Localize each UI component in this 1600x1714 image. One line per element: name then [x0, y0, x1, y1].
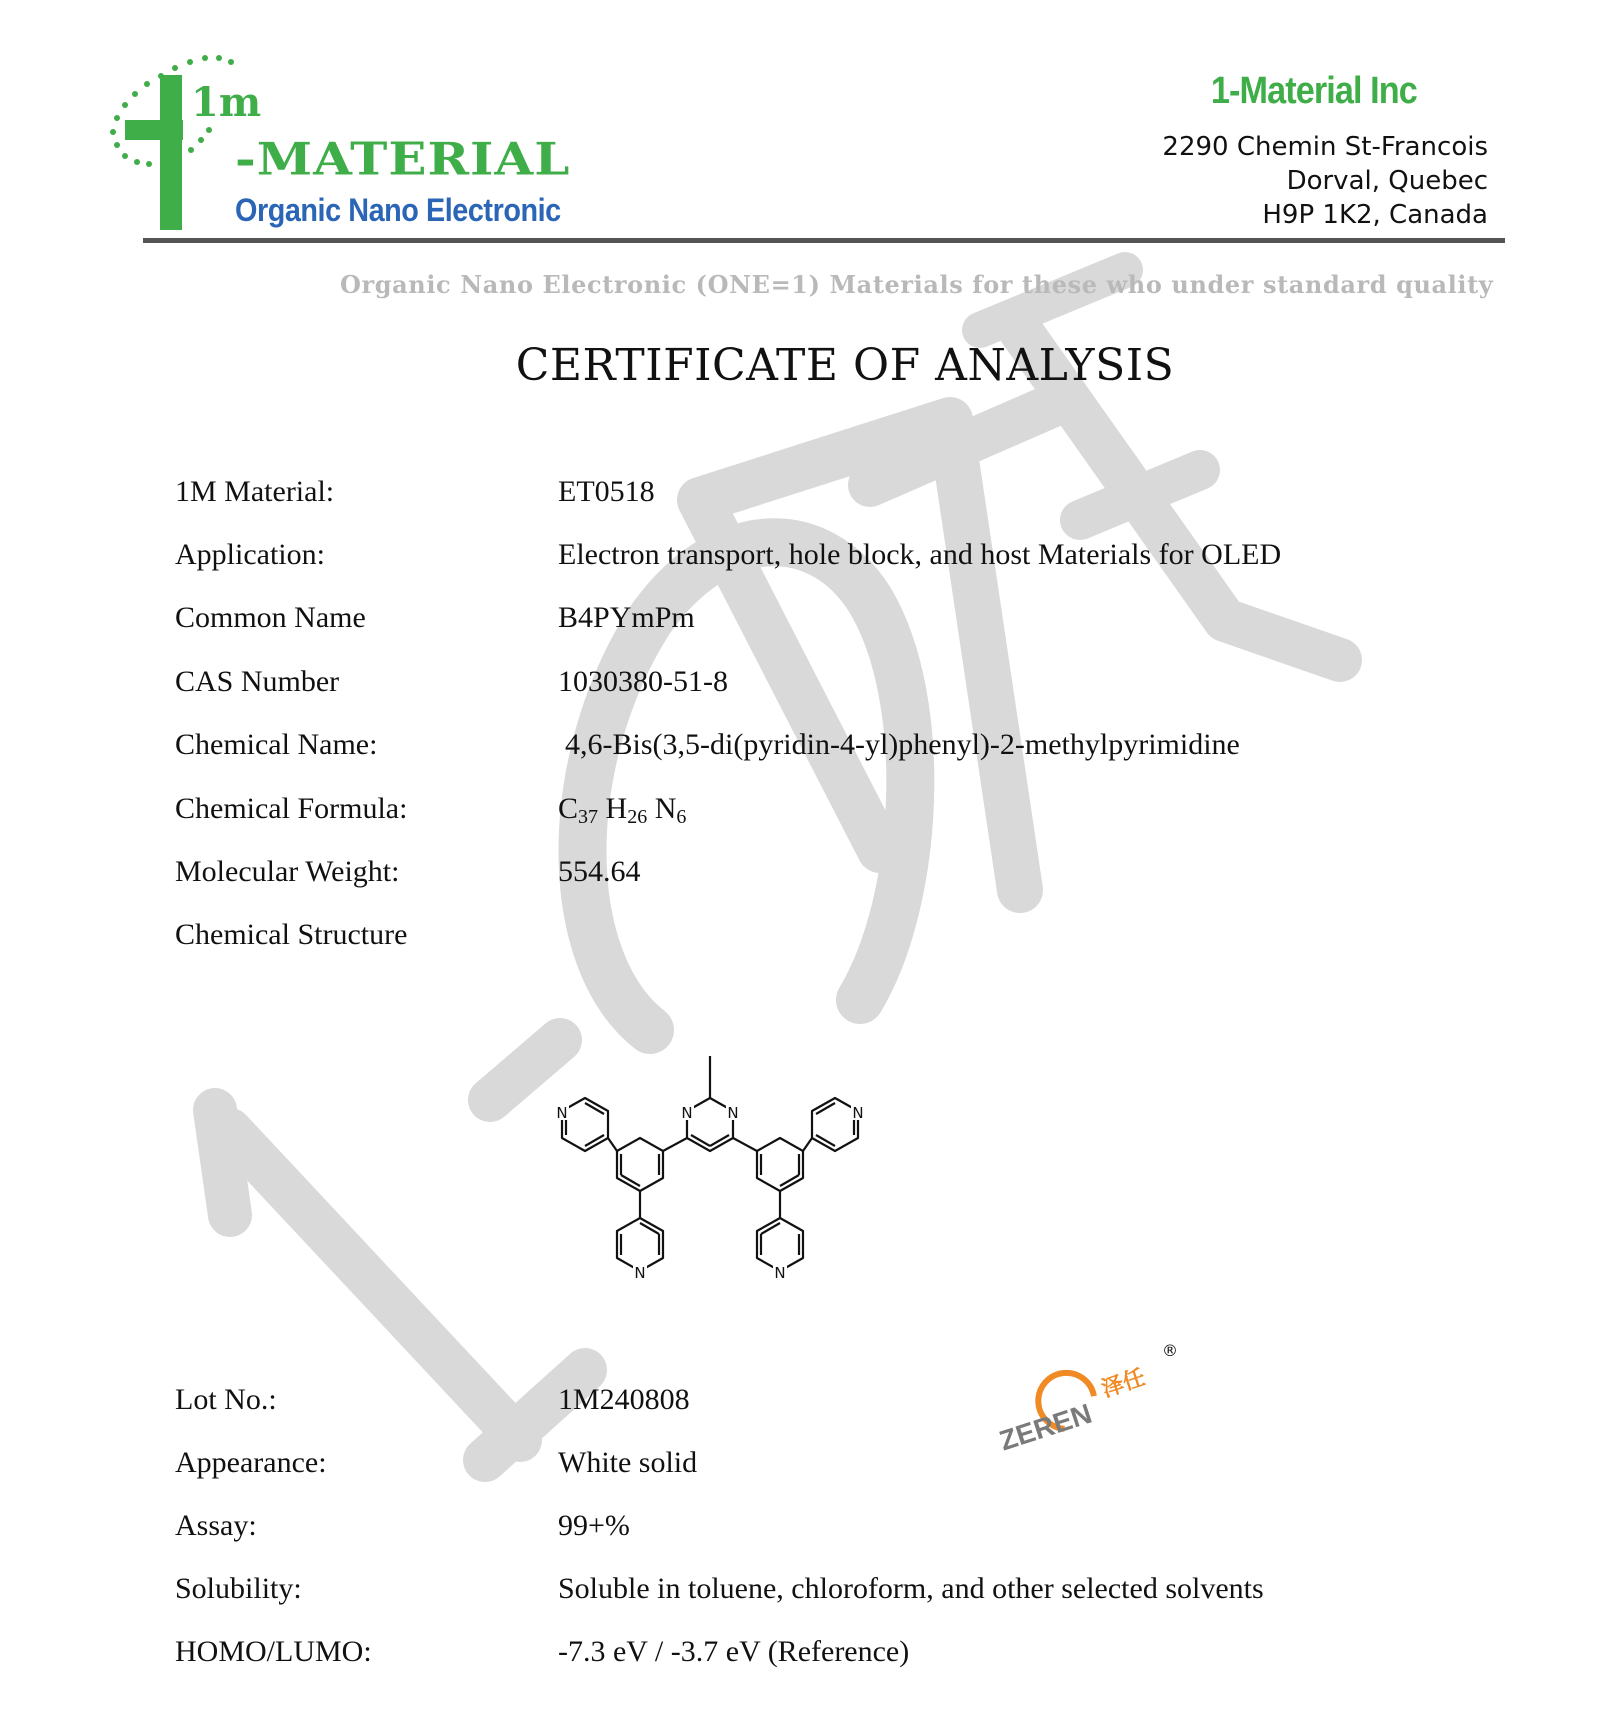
atom-label-n: N — [727, 1104, 739, 1122]
tagline: Organic Nano Electronic (ONE=1) Materials for these who under standard quality — [340, 270, 1494, 299]
field-application — [175, 538, 1525, 578]
atom-label-n: N — [556, 1104, 568, 1122]
field-label: Appearance: — [175, 1446, 327, 1479]
company-name-block — [1188, 70, 1443, 113]
field-molecular-weight — [175, 855, 1525, 895]
field-label: Molecular Weight: — [175, 855, 400, 888]
field-label: Chemical Name: — [175, 728, 378, 761]
company-name: 1-Material Inc — [1211, 70, 1417, 112]
field-label: HOMO/LUMO: — [175, 1635, 372, 1668]
atom-label-n: N — [774, 1264, 786, 1282]
field-label: Chemical Formula: — [175, 792, 408, 825]
company-address — [1162, 130, 1488, 232]
logo-subtitle: Organic Nano Electronic — [235, 192, 561, 228]
chemical-structure-diagram — [525, 1040, 915, 1290]
field-solubility — [175, 1572, 1525, 1612]
address-line: Dorval, Quebec — [1286, 166, 1488, 196]
stamp-cn: 泽任 — [1098, 1365, 1149, 1403]
field-label: Solubility: — [175, 1572, 302, 1605]
formula-value: $C_{37}$ $H_{26}$ $N_6$ — [558, 792, 687, 828]
field-value: Electron transport, hole block, and host Materials for OLED — [558, 538, 1282, 571]
field-label: Chemical Structure — [175, 918, 408, 951]
field-label: Assay: — [175, 1509, 257, 1542]
field-assay — [175, 1509, 1525, 1549]
zeren-stamp-logo — [990, 1340, 1190, 1460]
field-value: B4PYmPm — [558, 601, 695, 634]
field-value: 99+% — [558, 1509, 630, 1542]
registered-mark: ® — [1162, 1341, 1178, 1360]
atom-label-n: N — [681, 1104, 693, 1122]
header-divider — [143, 238, 1505, 243]
field-label: Common Name — [175, 601, 366, 634]
field-chemical-name — [175, 728, 1525, 768]
1m-logo-mark — [105, 50, 262, 230]
field-label: CAS Number — [175, 665, 340, 698]
page-title: CERTIFICATE OF ANALYSIS — [515, 340, 1175, 391]
field-chemical-formula — [175, 792, 1525, 832]
field-material — [175, 475, 1525, 515]
field-value: Soluble in toluene, chloroform, and other selected solvents — [558, 1572, 1264, 1605]
field-lot-number — [175, 1383, 1525, 1423]
field-chemical-structure — [175, 918, 1525, 958]
address-line: 2290 Chemin St-Francois — [1162, 132, 1488, 162]
field-homo-lumo — [175, 1635, 1525, 1675]
logo-wordmark: -MATERIAL — [235, 132, 571, 186]
field-label: Lot No.: — [175, 1383, 277, 1416]
logo-mark-text: 1m — [191, 79, 262, 126]
field-value: 554.64 — [558, 855, 641, 888]
field-value: 4,6-Bis(3,5-di(pyridin-4-yl)phenyl)-2-methylpyrimidine — [565, 728, 1240, 761]
address-line: H9P 1K2, Canada — [1262, 200, 1488, 230]
field-value: 1M240808 — [558, 1383, 690, 1416]
field-common-name — [175, 601, 1525, 641]
field-label: Application: — [175, 538, 325, 571]
field-value: 1030380-51-8 — [558, 665, 728, 698]
atom-label-n: N — [852, 1104, 864, 1122]
stamp-brand: ZEREN — [995, 1397, 1096, 1457]
field-value: White solid — [558, 1446, 698, 1479]
field-value: ET0518 — [558, 475, 655, 508]
field-label: 1M Material: — [175, 475, 335, 508]
field-cas-number — [175, 665, 1525, 705]
company-logo — [105, 50, 571, 240]
field-appearance — [175, 1446, 1525, 1486]
field-value: -7.3 eV / -3.7 eV (Reference) — [558, 1635, 910, 1668]
atom-label-n: N — [634, 1264, 646, 1282]
